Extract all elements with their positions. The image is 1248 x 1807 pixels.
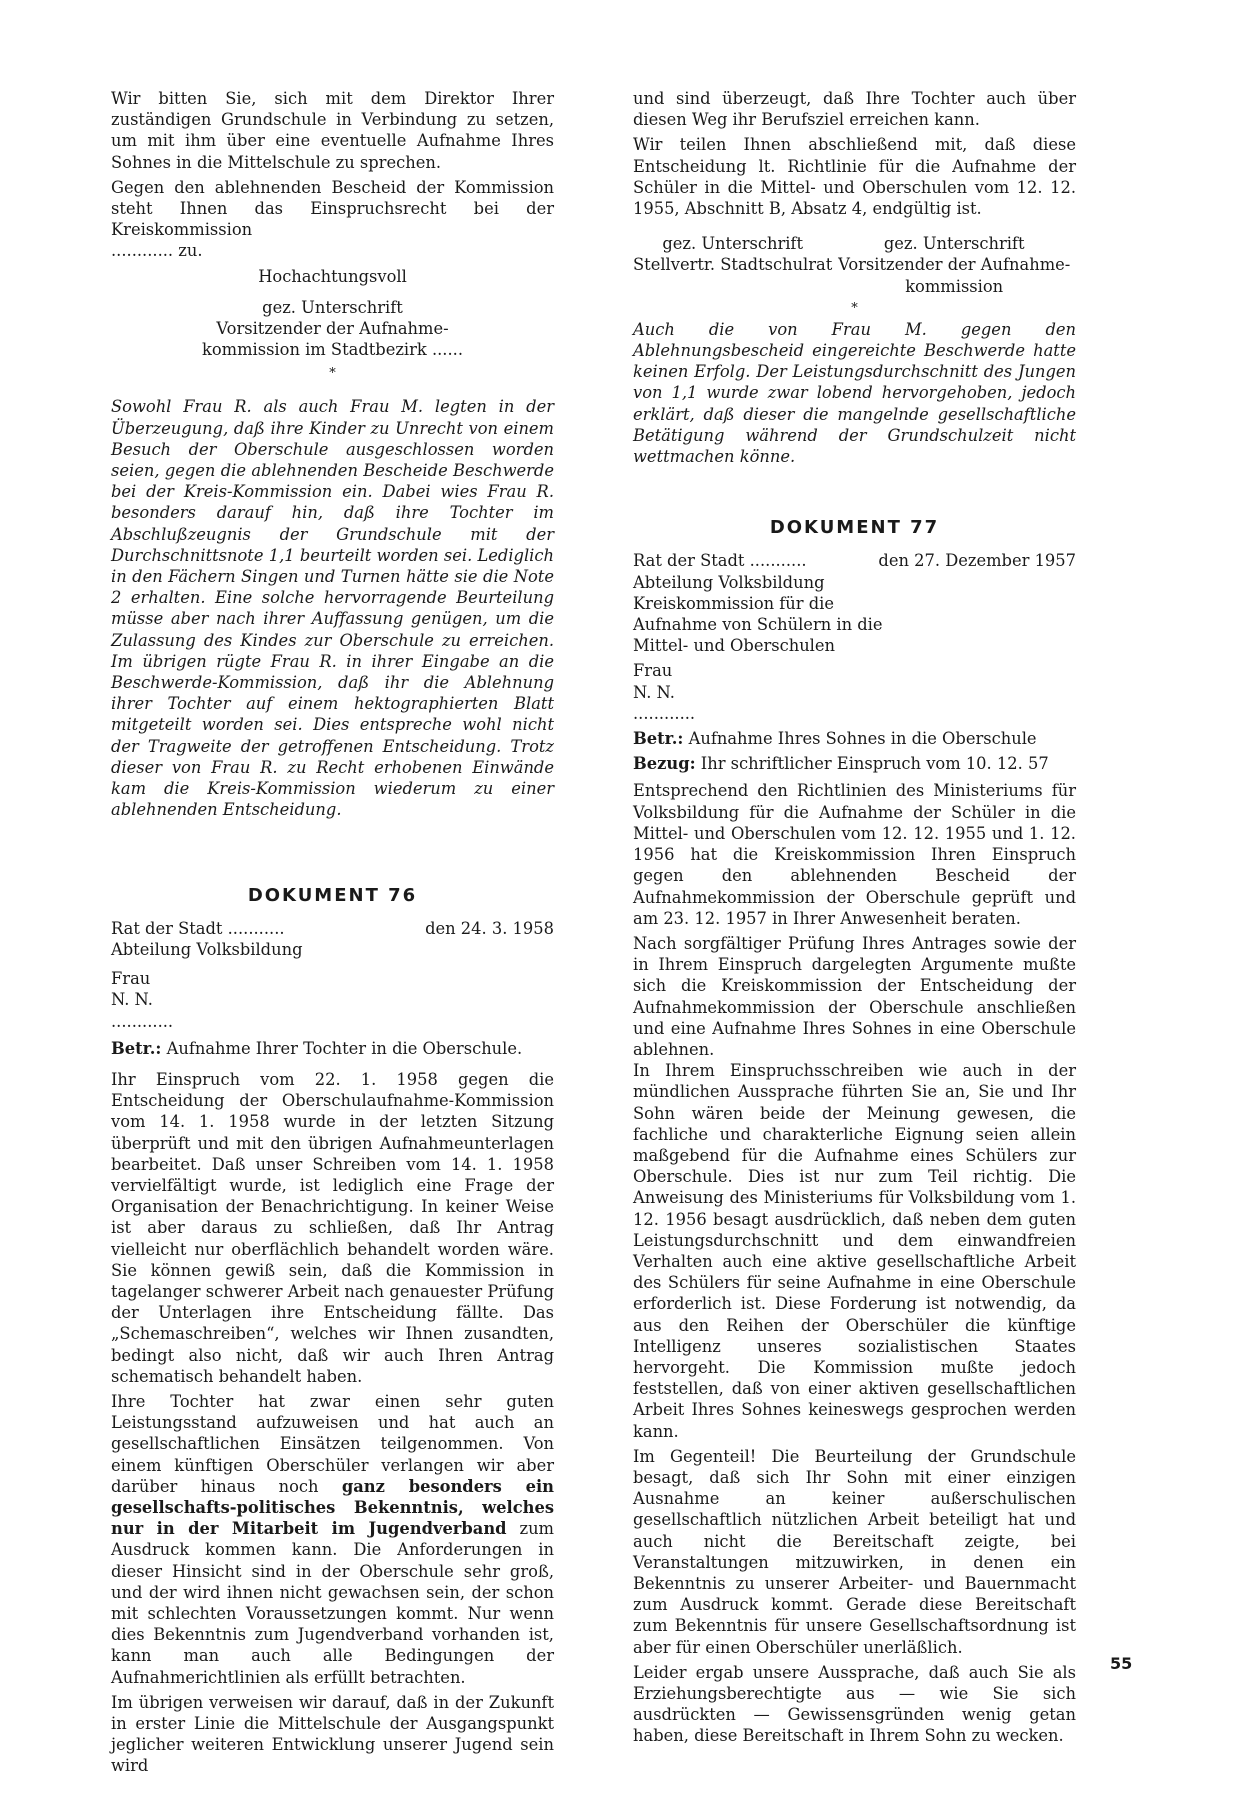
recipient: ............ [111, 1011, 174, 1031]
paragraph: Im übrigen verweisen wir darauf, daß in der Zukunft in erster Linie die Mittelschule der Ausgangspunkt jeglicher weiteren Entwicklung unserer Jugend sein wird [111, 1692, 554, 1776]
subject-label: Betr.: [633, 729, 684, 749]
document-heading: DOKUMENT 77 [769, 517, 940, 539]
recipient: Frau [633, 661, 673, 681]
right-column [633, 88, 1076, 1751]
paragraph: und sind überzeugt, daß Ihre Tochter auch über diesen Weg ihr Berufsziel erreichen kann. [633, 89, 1076, 130]
paragraph [111, 1391, 554, 1688]
letter-date: den 24. 3. 1958 [425, 918, 554, 938]
recipient: Frau [111, 969, 151, 989]
address-line: Kreiskommission für die [633, 593, 835, 613]
subject-line [633, 728, 1076, 749]
paragraph: Ihr Einspruch vom 22. 1. 1958 gegen die Entscheidung der Oberschulaufnahme-Kommission vom 14. 1. 1958 wurde in der letzten Sitzung überprüft und mit den übrigen Aufnahmeunterlagen bearbeitet. Daß unser Schreiben vom 14. 1. 1958 vervielfältigt wurde, ist lediglich eine Frage der Organisation der Benachrichtigung. In keiner Weise ist aber daraus zu schließen, daß Ihr Antrag vielleicht nur oberflächlich behandelt worden wäre. Sie können gewiß sein, daß die Kommission in tagelanger schwerer Arbeit nach genauester Prüfung der Unterlagen ihre Entscheidung fällte. Das „Schemaschreiben“, welches wir Ihnen zusandten, bedingt also nicht, daß wir auch Ihren Antrag schematisch behandelt haben. [111, 1069, 554, 1386]
letter-header [111, 918, 554, 939]
recipient: ............ [633, 703, 696, 723]
paragraph-text: Ihre Tochter hat zwar einen sehr guten Leistungsstand aufzuweisen und hat auch an gesellschaftlichen Einsätzen teilgenommen. Von einem künftigen Oberschüler verlangen wir aber darüber hinaus noch [111, 1391, 554, 1496]
paragraph-text: zum Ausdruck kommen kann. Die Anforderungen in dieser Hinsicht sind in der Oberschule sehr groß, und der wird ihnen nicht gewachsen sein, der schon mit schlechten Voraussetzungen kommt. Nur wenn dies Bekenntnis zum Jugendverband vorhanden ist, kann man auch alle Bedingungen der Aufnahmerichtlinien als erfüllt betrachten. [111, 1519, 554, 1687]
paragraph: Wir bitten Sie, sich mit dem Direktor Ihrer zuständigen Grundschule in Verbindung zu setzen, um mit ihm über eine eventuelle Aufnahme Ihres Sohnes in die Mittelschule zu sprechen. [111, 89, 554, 172]
subject-line [111, 1038, 554, 1059]
reference-label: Bezug: [633, 754, 696, 774]
signature-title: kommission [905, 276, 1004, 296]
subject-text: Aufnahme Ihres Sohnes in die Oberschule [688, 729, 1037, 749]
paragraph: Gegen den ablehnenden Bescheid der Kommission steht Ihnen das Einspruchsrecht bei der Kreiskommission [111, 177, 554, 240]
signature-line: gez. Unterschrift [262, 297, 403, 317]
separator-star: * [329, 366, 336, 382]
signature-line: gez. Unterschrift [883, 234, 1025, 254]
recipient: N. N. [111, 990, 153, 1010]
subject-text: Aufnahme Ihrer Tochter in die Oberschule. [166, 1038, 523, 1058]
page-number: 55 [1110, 1654, 1133, 1673]
subject-label: Betr.: [111, 1038, 162, 1058]
left-column [111, 88, 554, 1781]
document-heading: DOKUMENT 76 [247, 884, 418, 906]
signature-title: kommission im Stadtbezirk ...... [201, 340, 464, 360]
paragraph: Im Gegenteil! Die Beurteilung der Grundschule besagt, daß sich Ihr Sohn mit einer einzigen Ausnahme an keiner außerschulischen gesellschaftlich nützlichen Arbeit beteiligt hat und auch nicht die Bereitschaft zeigte, bei Veranstaltungen mitzuwirken, in denen ein Bekenntnis zu unserer Arbeiter- und Bauernmacht zum Ausdruck kommt. Gerade diese Bereitschaft zum Bekenntnis für unsere Gesellschaftsordnung ist aber für einen Oberschüler unerläßlich. [633, 1446, 1076, 1657]
signature-right [832, 233, 1076, 297]
paragraph-continuation: ............ zu. [111, 241, 203, 261]
address-line: Abteilung Volksbildung [633, 572, 825, 592]
signature-line: gez. Unterschrift [662, 234, 804, 254]
paragraph: Nach sorgfältiger Prüfung Ihres Antrages sowie der in Ihrem Einspruch dargelegten Argumente mußte sich die Kreiskommission der Entscheidung der Aufnahmekommission der Oberschule anschließen und eine Aufnahme Ihres Sohnes in eine Oberschule ablehnen. [633, 933, 1076, 1059]
signature-left [633, 233, 832, 297]
paragraph: Wir teilen Ihnen abschließend mit, daß diese Entscheidung lt. Richtlinie für die Aufnahme der Schüler in die Mittel- und Oberschulen vom 12. 12. 1955, Abschnitt B, Absatz 4, endgültig ist. [633, 135, 1076, 219]
commentary-paragraph: Sowohl Frau R. als auch Frau M. legten in der Überzeugung, daß ihre Kinder zu Unrecht von einem Besuch der Oberschule ausgeschlossen worden seien, gegen die ablehnenden Bescheide Beschwerde bei der Kreis-Kommission ein. Dabei wies Frau R. besonders darauf hin, daß ihre Tochter im Abschlußzeugnis der Grundschule mit der Durchschnittsnote 1,1 beurteilt worden sei. Lediglich in den Fächern Singen und Turnen hätte sie die Note 2 erhalten. Eine solche hervorragende Beurteilung müsse aber nach ihrer Auffassung genügen, um die Zulassung des Kindes zur Oberschule zu erreichen. Im übrigen rügte Frau R. in ihrer Eingabe an die Beschwerde-Kommission, daß ihr die Ablehnung ihrer Tochter auf einem hektographierten Blatt mitgeteilt worden sei. Dies entspreche wohl nicht der Tragweite der getroffenen Entscheidung. Trotz dieser von Frau R. zu Recht erhobenen Einwände kam die Kreis-Kommission wiederum zu einer ablehnenden Entscheidung. [111, 397, 554, 820]
reference-text: Ihr schriftlicher Einspruch vom 10. 12. 57 [700, 754, 1049, 774]
address-line: Mittel- und Oberschulen [633, 636, 836, 656]
recipient: N. N. [633, 682, 675, 702]
paragraph: Leider ergab unsere Aussprache, daß auch Sie als Erziehungsberechtigte aus — wie Sie sich ausdrückten — Gewissensgründen wenig getan haben, diese Bereitschaft in Ihrem Sohn zu wecken. [633, 1662, 1076, 1746]
sender: Rat der Stadt ........... [111, 918, 285, 938]
reference-line [633, 753, 1076, 774]
signature-title: Stellvertr. Stadtschulrat [633, 255, 833, 275]
closing: Hochachtungsvoll [258, 266, 407, 286]
signature-title: Vorsitzender der Aufnahme- [838, 255, 1071, 275]
address-line: Aufnahme von Schülern in die [633, 615, 883, 635]
paragraph: In Ihrem Einspruchsschreiben wie auch in der mündlichen Aussprache führten Sie an, Sie und Ihr Sohn wären beide der Meinung gewesen, die fachliche und charakterliche Eignung seien allein maßgebend für die Aufnahme eines Schülers zur Oberschule. Dies ist nur zum Teil richtig. Die Anweisung des Ministeriums für Volksbildung vom 1. 12. 1956 besagt ausdrücklich, daß neben dem guten Leistungsdurchschnitt und dem einwandfreien Verhalten auch eine aktive gesellschaftliche Arbeit des Schülers für seine Aufnahme in eine Oberschule erforderlich ist. Diese Forderung ist notwendig, da aus den Reihen der Oberschüler die künftige Intelligenz unseres sozialistischen Staates hervorgeht. Die Kommission mußte jedoch feststellen, daß von einer aktiven gesellschaftlichen Arbeit Ihres Sohnes keineswegs gesprochen werden kann. [633, 1061, 1076, 1441]
letter-date: den 27. Dezember 1957 [878, 551, 1076, 571]
sender: Rat der Stadt ........... [633, 551, 807, 571]
signature-block [633, 233, 1076, 297]
letter-header [633, 550, 1076, 571]
signature-title: Vorsitzender der Aufnahme- [216, 319, 449, 339]
commentary-paragraph: Auch die von Frau M. gegen den Ablehnungsbescheid eingereichte Beschwerde hatte keinen Erfolg. Der Leistungsdurchschnitt des Jungen von 1,1 wurde zwar lobend hervorgehoben, jedoch erklärt, daß dieser die mangelnde gesellschaftliche Betätigung während der Grundschulzeit nicht wettmachen könne. [633, 319, 1076, 467]
department: Abteilung Volksbildung [111, 939, 303, 959]
separator-star: * [851, 300, 858, 316]
emphasized-text: ganz besonders ein gesellschafts-politisches Bekenntnis, welches nur in der Mitarbeit im Jugendverband [111, 1476, 554, 1539]
paragraph: Entsprechend den Richtlinien des Ministeriums für Volksbildung für die Aufnahme der Schüler in die Mittel- und Oberschulen vom 12. 12. 1955 und 1. 12. 1956 hat die Kreiskommission Ihren Einspruch gegen den ablehnenden Bescheid der Aufnahmekommission der Oberschule geprüft und am 23. 12. 1957 in Ihrer Anwesenheit beraten. [633, 781, 1076, 928]
